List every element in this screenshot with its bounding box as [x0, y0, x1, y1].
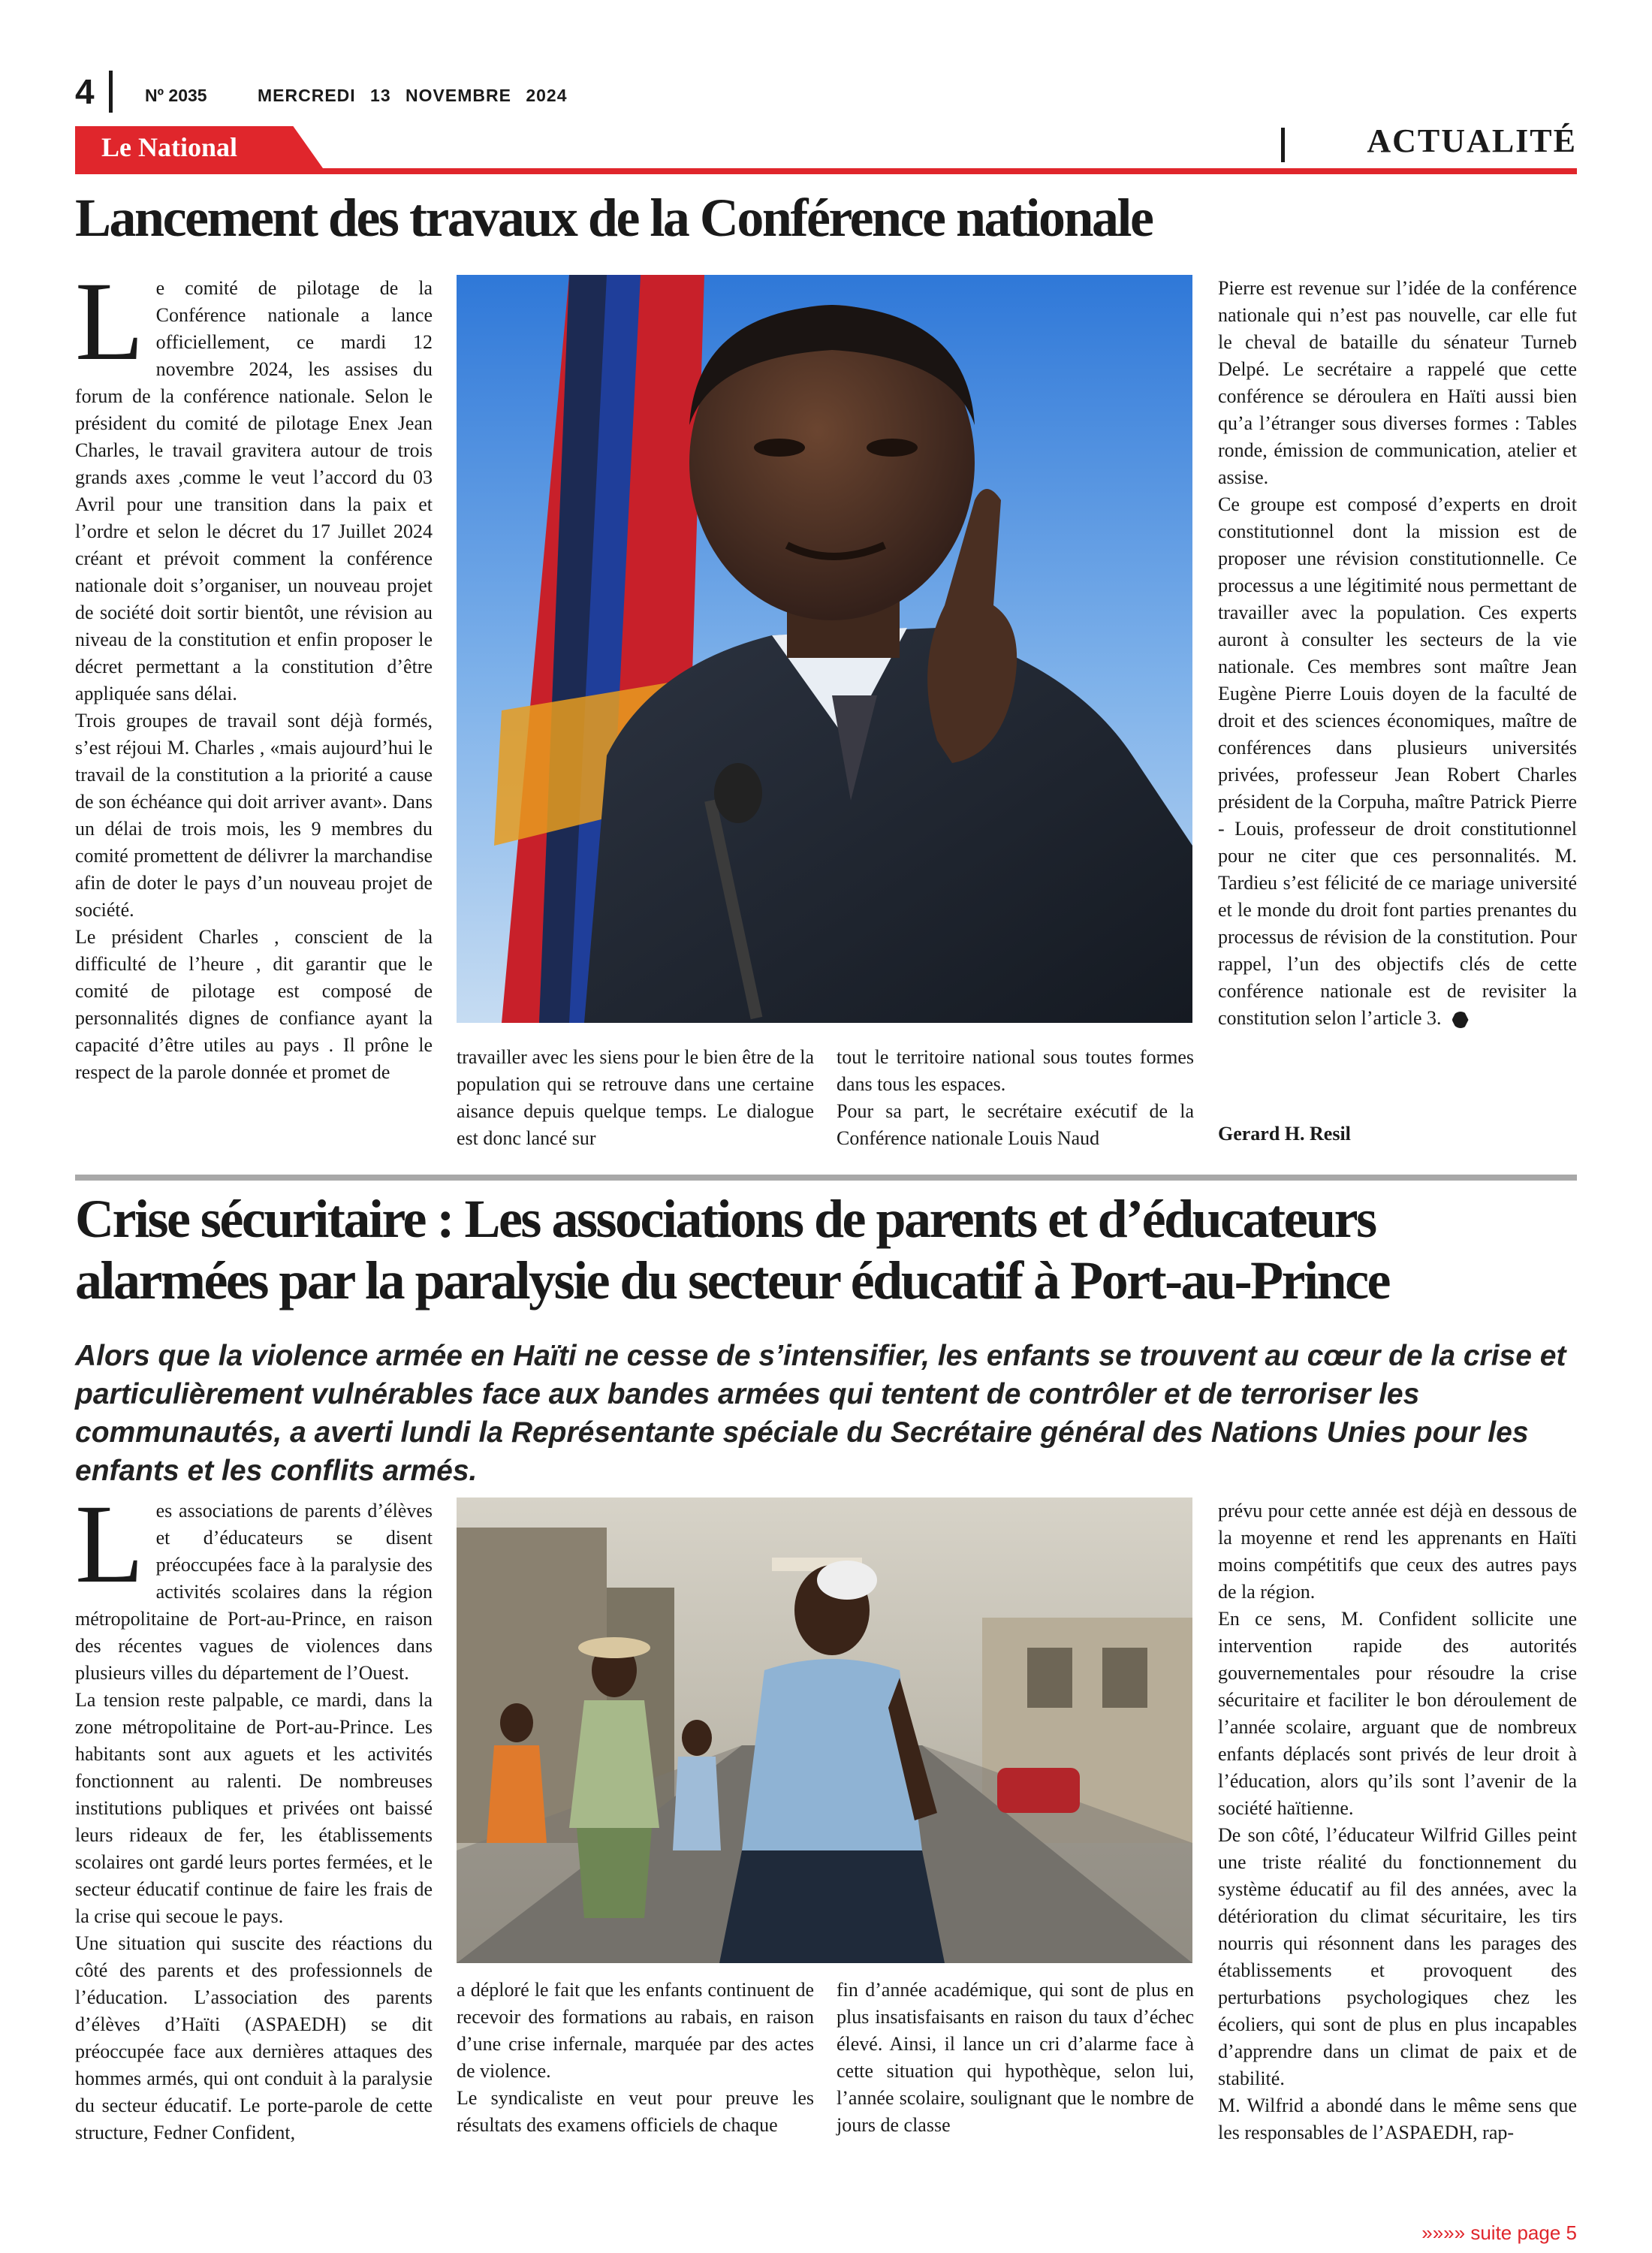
article2-paragraph: De son côté, l’éducateur Wilfrid Gilles peint une triste réalité du fonctionnement du système éducatif au fil des années, avec la détérioration du climat sécuritaire, les tirs nourris qui résonnent dans les parages des établissements et provoquent des perturbations psychologiques chez les écoliers, qui sont de plus en plus incapables d’apprendre dans un climat de paix et de stabilité. [1218, 1824, 1577, 2089]
issue-number: Nº 2035 [145, 86, 207, 105]
article1-paragraph-text: Ce groupe est composé d’experts en droit constitutionnel dont la mission est de proposer une révision constitutionnelle. Ce processus a une légitimité nous permettant de travailler avec la population. Ces experts auront à consulter les secteurs de la vie nationale. Ces membres sont maître Jean Eugène Pierre Louis doyen de la faculté de droit et des sciences économiques, maître de conférences dans plusieurs universités privées, professeur Jean Robert Charles président de la Corpuha, maître Patrick Pierre - Louis, professeur de droit constitutionnel pour ne citer que ces personnalités. M. Tardieu s’est félicité de ce mariage université et le monde du droit font parties prenantes du processus de révision de la constitution. Pour rappel, l’un des objectifs clés de cette conférence nationale est de revisiter la constitution selon l’article 3. [1218, 493, 1577, 1029]
article1-paragraph: travailler avec les siens pour le bien être de la population qui se retrouve dans une certaine aisance depuis quelque temps. Le dialogue est donc lancé sur [457, 1046, 814, 1149]
header-divider [109, 71, 113, 113]
article1-byline: Gerard H. Resil [1218, 1123, 1351, 1145]
article1-column-2 [457, 1044, 814, 1152]
article2-paragraph: a déploré le fait que les enfants continuent de recevoir des formations au rabais, en raison d’une crise infernale, marquée par des actes de violence. [457, 1979, 814, 2082]
article1-column-1 [75, 259, 433, 1086]
article1-paragraph: Pour sa part, le secrétaire exécutif de la Conférence nationale Louis Naud [837, 1100, 1194, 1149]
continued-on-link[interactable]: »»»» suite page 5 [1421, 2221, 1577, 2244]
speaker-photo-icon [457, 275, 1192, 1023]
article1-photo [457, 275, 1192, 1023]
article1-paragraph: e comité de pilotage de la Conférence nationale a lance officiellement, ce mardi 12 novembre 2024, les assises du forum de la conférence nationale. Selon le président du comité de pilotage Enex Jean Charles, le travail gravitera autour de trois grands axes ,comme le veut l’accord du 03 Avril pour une transition dans la paix et l’ordre et selon le décret du 17 Juillet 2024 créant et prévoit comment la conférence nationale doit s’organiser, un nouveau projet de société doit sortir bientôt, une révision au niveau de la constitution et enfin proposer le décret permettant a la constitution d’être appliquée sans délai. [75, 277, 433, 704]
article2-column-3 [837, 1977, 1194, 2139]
article1-paragraph [1218, 491, 1577, 1032]
article1-column-3 [837, 1044, 1194, 1152]
article2-paragraph: En ce sens, M. Confident sollicite une intervention rapide des autorités gouvernementales pour résoudre la crise sécuritaire et faciliter le bon déroulement de l’année scolaire, arguant que de nombreux enfants déplacés sont privés de leur droit à l’éducation, alors qu’ils sont l’avenir de la société haïtienne. [1218, 1608, 1577, 1819]
header-rule [75, 168, 1577, 174]
article2-photo [457, 1497, 1192, 1963]
article1-title: Lancement des travaux de la Conférence nationale [75, 188, 1153, 248]
article2-title-line-2: alarmées par la paralysie du secteur éducatif à Port-au-Prince [75, 1250, 1389, 1310]
masthead-title: Le National [101, 132, 238, 162]
article2-paragraph: fin d’année académique, qui sont de plus en plus insatisfaisants en raison du taux d’échec élevé. Ainsi, il lance un cri d’alarme face à cette situation qui hypothèque, selon lui, l’année scolaire, soulignant que le nombre de jours de classe [837, 1979, 1194, 2136]
page-number: 4 [75, 72, 95, 111]
article1-paragraph: tout le territoire national sous toutes formes dans tous les espaces. [837, 1046, 1194, 1095]
article1-paragraph: Pierre est revenue sur l’idée de la conférence nationale qui n’est pas nouvelle, car elle fut le cheval de bataille du sénateur Turneb Delpé. Le secrétaire a rappelé que cette conférence se déroulera en Haïti aussi bien qu’a l’étranger sous diverses formes : Tables ronde, émission de communication, atelier et assise. [1218, 277, 1577, 488]
article2-paragraph: La tension reste palpable, ce mardi, dans la zone métropolitaine de Port-au-Prince. Les habitants sont aux aguets et les activités fonctionnent au ralenti. De nombreuses institutions publiques et privées ont baissé leurs rideaux de fer, les établissements scolaires ont gardé leurs portes fermées, et le secteur éducatif continue de faire les frais de la crise qui secoue le pays. [75, 1689, 433, 1927]
article2-paragraph: M. Wilfrid a abondé dans le même sens que les responsables de l’ASPAEDH, rap- [1218, 2095, 1577, 2143]
article1-paragraph: Le président Charles , conscient de la difficulté de l’heure , dit garantir que le comité de pilotage est composé de personnalités dignes de confiance ayant la capacité d’être utiles au pays . Il prône le respect de la parole donnée et promet de [75, 926, 433, 1083]
article2-column-2 [457, 1977, 814, 2139]
section-title: ACTUALITÉ [1367, 122, 1577, 159]
article1-paragraph: Trois groupes de travail sont déjà formés, s’est réjoui M. Charles , «mais aujourd’hui le travail de la constitution a la priorité a cause de son échéance qui doit arriver avant». Dans un délai de trois mois, les 9 membres du comité promettent de délivrer la marchandise afin de doter le pays d’un nouveau projet de société. [75, 710, 433, 921]
article2-column-4 [1218, 1497, 1577, 2146]
article2-paragraph: prévu pour cette année est déjà en dessous de la moyenne et rend les apprenants en Haïti moins compétitifs que ceux des autres pays de la région. [1218, 1500, 1577, 1603]
article2-paragraph: es associations de parents d’élèves et d’éducateurs se disent préoccupées face à la paralysie des activités scolaires dans la région métropolitaine de Port-au-Prince, en raison des récentes vagues de violences dans plusieurs villes du département de l’Ouest. [75, 1500, 433, 1684]
street-photo-icon [457, 1497, 1192, 1963]
article2-paragraph: Le syndicaliste en veut pour preuve les résultats des examens officiels de chaque [457, 2087, 814, 2136]
article-separator [75, 1175, 1577, 1181]
article2-title-line-1: Crise sécuritaire : Les associations de parents et d’éducateurs [75, 1189, 1376, 1249]
article1-dropcap: L [75, 259, 144, 384]
section-divider [1281, 128, 1285, 162]
article2-lede: Alors que la violence armée en Haïti ne cesse de s’intensifier, les enfants se trouvent au cœur de la crise et particulièrement vulnérables face aux bandes armées qui tentent de contrôler et de terroriser les communautés, a averti lundi la Représentante spéciale du Secrétaire général des Nations Unies pour les enfants et les conflits armés. [75, 1340, 1566, 1487]
article2-title [75, 1188, 1577, 1311]
issue-date: MERCREDI 13 NOVEMBRE 2024 [258, 86, 568, 105]
article2-column-1 [75, 1482, 433, 2146]
article2-paragraph: Une situation qui suscite des réactions du côté des parents et des professionnels de l’éducation. L’association des parents d’élèves d’Haïti (ASPAEDH) se dit préoccupée face aux dernières attaques des hommes armés, qui ont conduit à la paralysie du secteur éducatif. Le porte-parole de cette structure, Fedner Confident, [75, 1932, 433, 2143]
end-mark-icon [1452, 1012, 1469, 1028]
article2-dropcap: L [75, 1482, 144, 1606]
article1-column-4 [1218, 275, 1577, 1032]
